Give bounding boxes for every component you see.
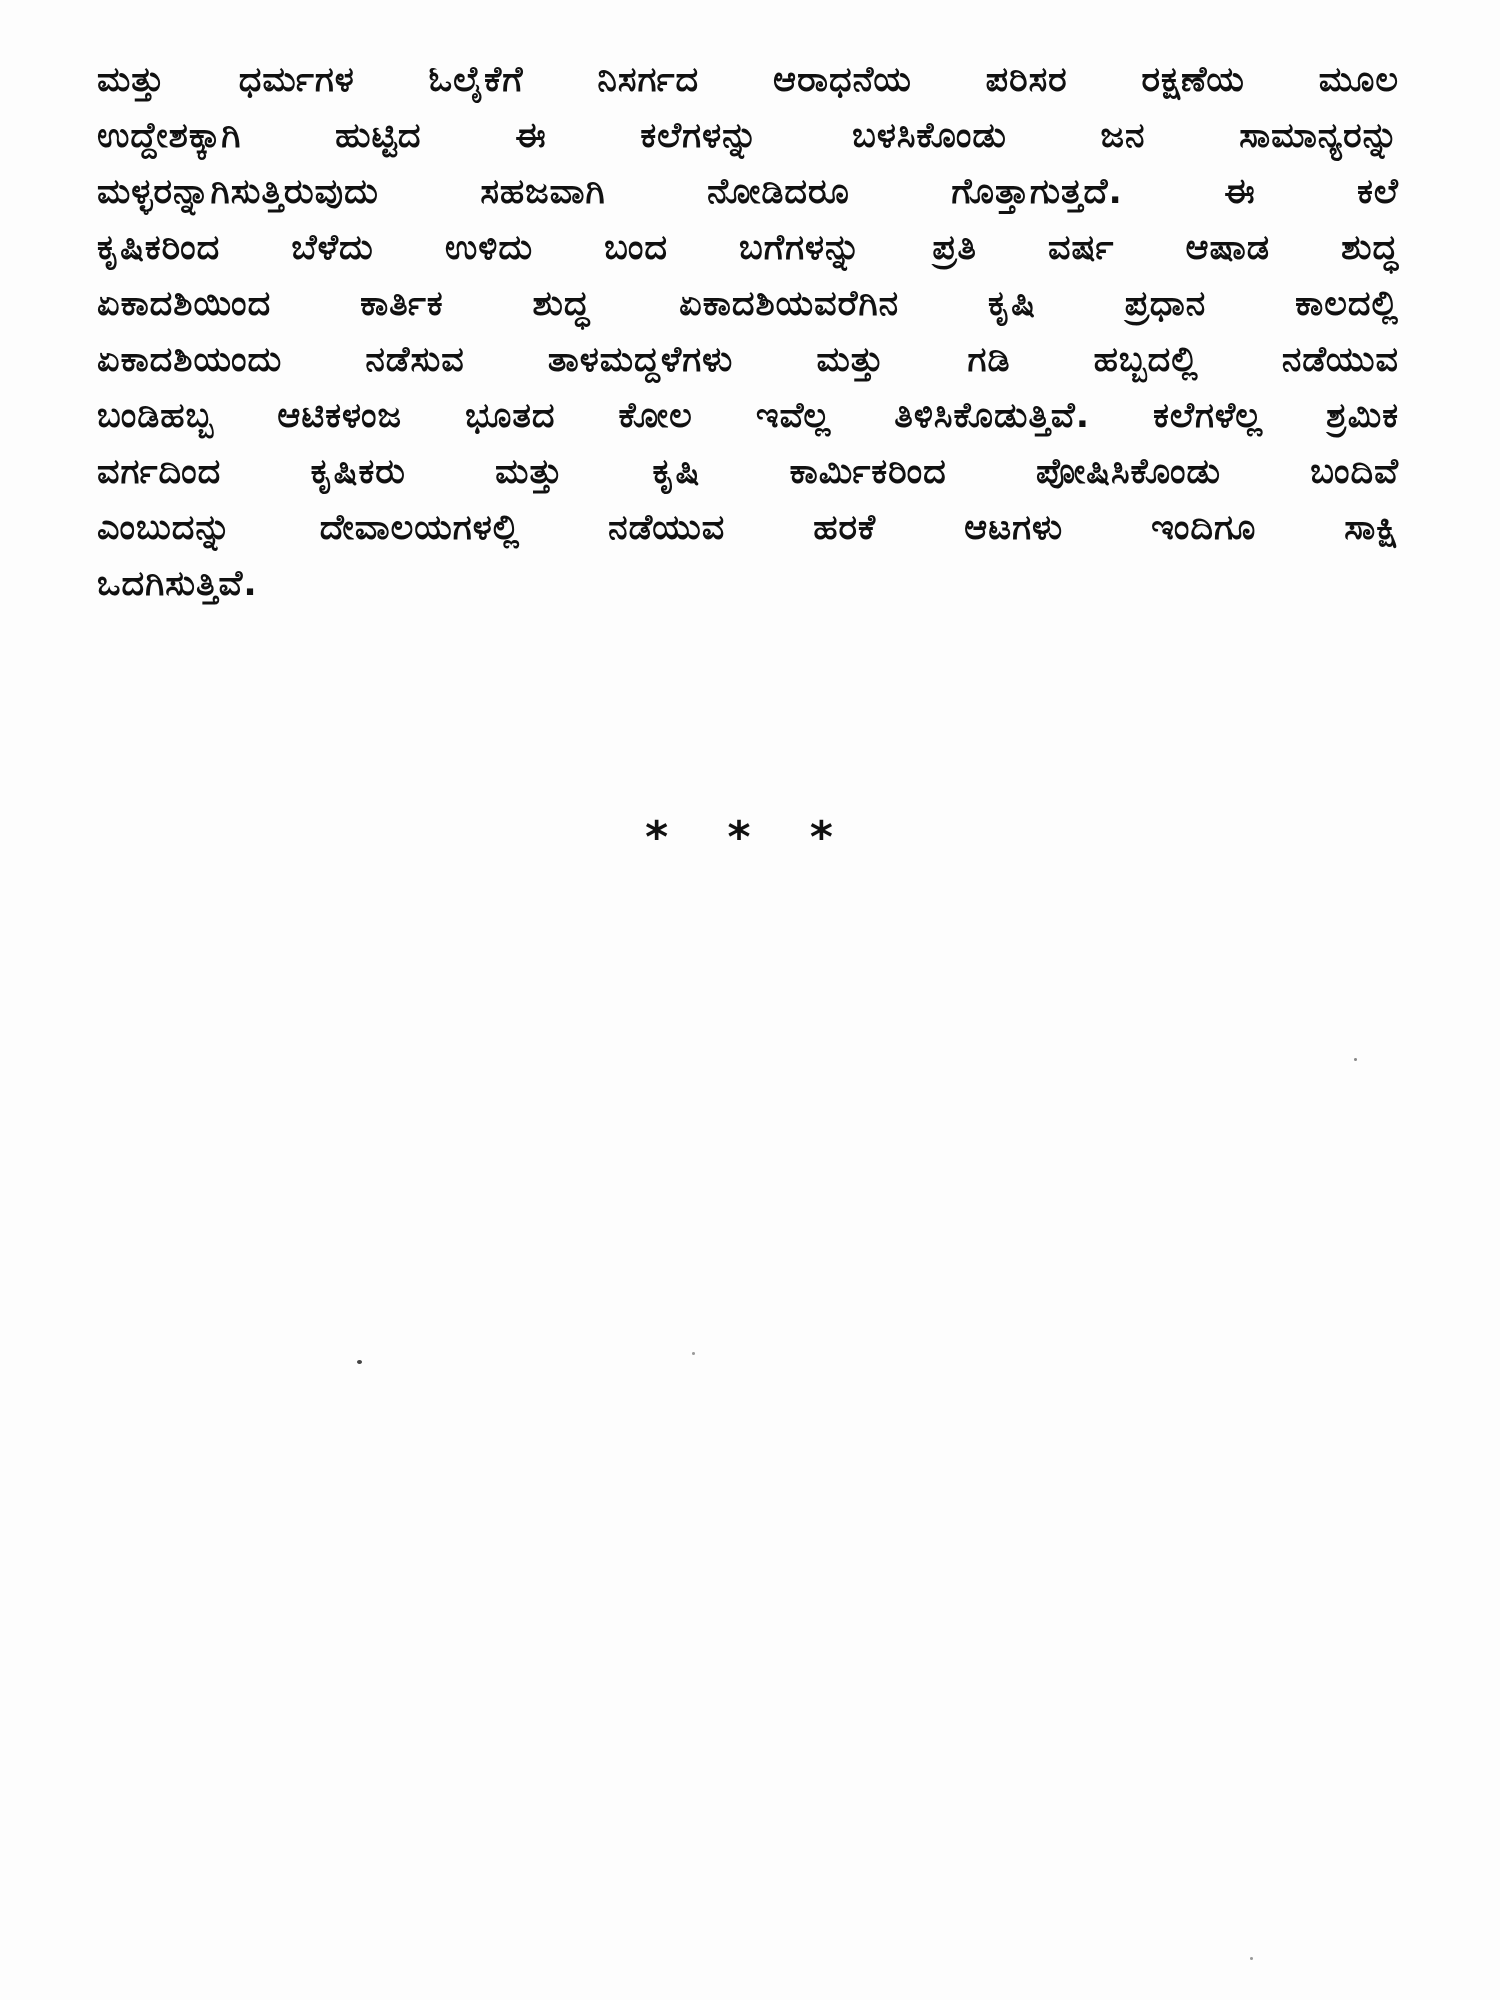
word: ಗಡಿ — [967, 340, 1011, 380]
word: ತಾಳಮದ್ದಳೆಗಳು — [547, 340, 734, 380]
word: ಬಂದ — [604, 228, 668, 268]
word: ಶುದ್ಧ — [1341, 228, 1399, 268]
word: ಕೋಲ — [618, 396, 693, 436]
word: ನಡೆಯುವ — [608, 508, 726, 548]
word: ನಡೆಯುವ — [1281, 340, 1399, 380]
text-line — [97, 164, 1399, 220]
word: ಆಷಾಡ — [1185, 228, 1271, 268]
word: ಆಟಿಕಳಂಜ — [277, 396, 403, 436]
word: ರಕ್ಷಣೆಯ — [1141, 60, 1245, 100]
text-line — [97, 108, 1399, 164]
word: ಸಹಜವಾಗಿ — [480, 172, 606, 212]
text-line — [97, 332, 1399, 388]
word: ನಿಸರ್ಗದ — [597, 60, 700, 100]
word: ಪ್ರತಿ — [932, 228, 977, 268]
text-line — [97, 500, 1399, 556]
word: ಪೋಷಿಸಿಕೊಂಡು — [1036, 452, 1221, 492]
word: ಮತ್ತು — [97, 60, 165, 100]
word: ಕೃಷಿಕರು — [310, 452, 406, 492]
word: ನೋಡಿದರೂ — [707, 172, 850, 212]
word: ದೇವಾಲಯಗಳಲ್ಲಿ — [319, 508, 521, 548]
word: ಬಗೆಗಳನ್ನು — [739, 228, 862, 268]
word: ಶುದ್ಧ — [532, 284, 591, 324]
word: ಎಂಬುದನ್ನು — [97, 508, 232, 548]
word: ಓಲೈಕೆಗೆ — [428, 60, 524, 100]
word: ಮತ್ತು — [495, 452, 564, 492]
word: ಈ — [1224, 172, 1256, 212]
word: ಶ್ರಮಿಕ — [1326, 396, 1399, 436]
word: ಮಳ್ಳರನ್ನಾಗಿಸುತ್ತಿರುವುದು — [97, 172, 379, 212]
scan-speck — [1354, 1058, 1357, 1061]
word: ಪ್ರಧಾನ — [1124, 284, 1207, 324]
word: ಈ — [515, 116, 547, 156]
word: ಜನ — [1100, 116, 1146, 156]
scan-speck — [1250, 1957, 1253, 1960]
word: ಆಟಗಳು — [964, 508, 1064, 548]
word: ಕಾರ್ಮಿಕರಿಂದ — [789, 452, 947, 492]
scan-speck — [357, 1360, 362, 1364]
text-line — [97, 444, 1399, 500]
word: ಏಕಾದಶಿಯಂದು — [97, 340, 283, 380]
word: ಉದ್ದೇಶಕ್ಕಾಗಿ — [97, 116, 242, 156]
word: ಕಲೆಗಳನ್ನು — [640, 116, 759, 156]
text-line — [97, 556, 1399, 612]
section-separator: * * * — [645, 812, 855, 863]
word: ನಡೆಸುವ — [365, 340, 465, 380]
text-line — [97, 276, 1399, 332]
word: ಭೂತದ — [465, 396, 556, 436]
word: ಬೆಳೆದು — [291, 228, 374, 268]
word: ಸಾಮಾನ್ಯರನ್ನು — [1239, 116, 1399, 156]
word: ವರ್ಗದಿಂದ — [97, 452, 222, 492]
word: ಹುಟ್ಟಿದ — [335, 116, 422, 156]
word: ಬಂದಿವೆ — [1310, 452, 1399, 492]
word: ಕಾಲದಲ್ಲಿ — [1295, 284, 1399, 324]
word: ವರ್ಷ — [1048, 228, 1115, 268]
word: ಮತ್ತು — [816, 340, 885, 380]
text-line — [97, 52, 1399, 108]
word: ಏಕಾದಶಿಯವರೆಗಿನ — [679, 284, 900, 324]
word: ಸಾಕ್ಷಿ — [1344, 508, 1399, 548]
word: ಹರಕೆ — [813, 508, 877, 548]
scan-speck — [692, 1352, 695, 1355]
word: ಕೃಷಿ — [988, 284, 1036, 324]
text-line — [97, 220, 1399, 276]
text-line — [97, 388, 1399, 444]
word: ಪರಿಸರ — [985, 60, 1068, 100]
word: ಒದಗಿಸುತ್ತಿವೆ. — [97, 564, 258, 604]
word: ಇಂದಿಗೂ — [1151, 508, 1257, 548]
word: ಕಲೆಗಳೆಲ್ಲ — [1153, 396, 1264, 436]
word: ಹಬ್ಬದಲ್ಲಿ — [1093, 340, 1199, 380]
word: ಏಕಾದಶಿಯಿಂದ — [97, 284, 272, 324]
word: ತಿಳಿಸಿಕೊಡುತ್ತಿವೆ. — [894, 396, 1091, 436]
paragraph — [97, 52, 1399, 612]
word: ಧರ್ಮಗಳ — [238, 60, 355, 100]
word: ಮೂಲ — [1318, 60, 1399, 100]
word: ಬಳಸಿಕೊಂಡು — [852, 116, 1007, 156]
word: ಕೃಷಿಕರಿಂದ — [97, 228, 221, 268]
word: ಗೊತ್ತಾಗುತ್ತದೆ. — [951, 172, 1123, 212]
word: ಕಾರ್ತಿಕ — [360, 284, 444, 324]
word: ಆರಾಧನೆಯ — [773, 60, 912, 100]
word: ಉಳಿದು — [444, 228, 534, 268]
word: ಕೃಷಿ — [652, 452, 701, 492]
word: ಇವೆಲ್ಲ — [755, 396, 832, 436]
word: ಬಂಡಿಹಬ್ಬ — [97, 396, 215, 436]
word: ಕಲೆ — [1357, 172, 1399, 212]
